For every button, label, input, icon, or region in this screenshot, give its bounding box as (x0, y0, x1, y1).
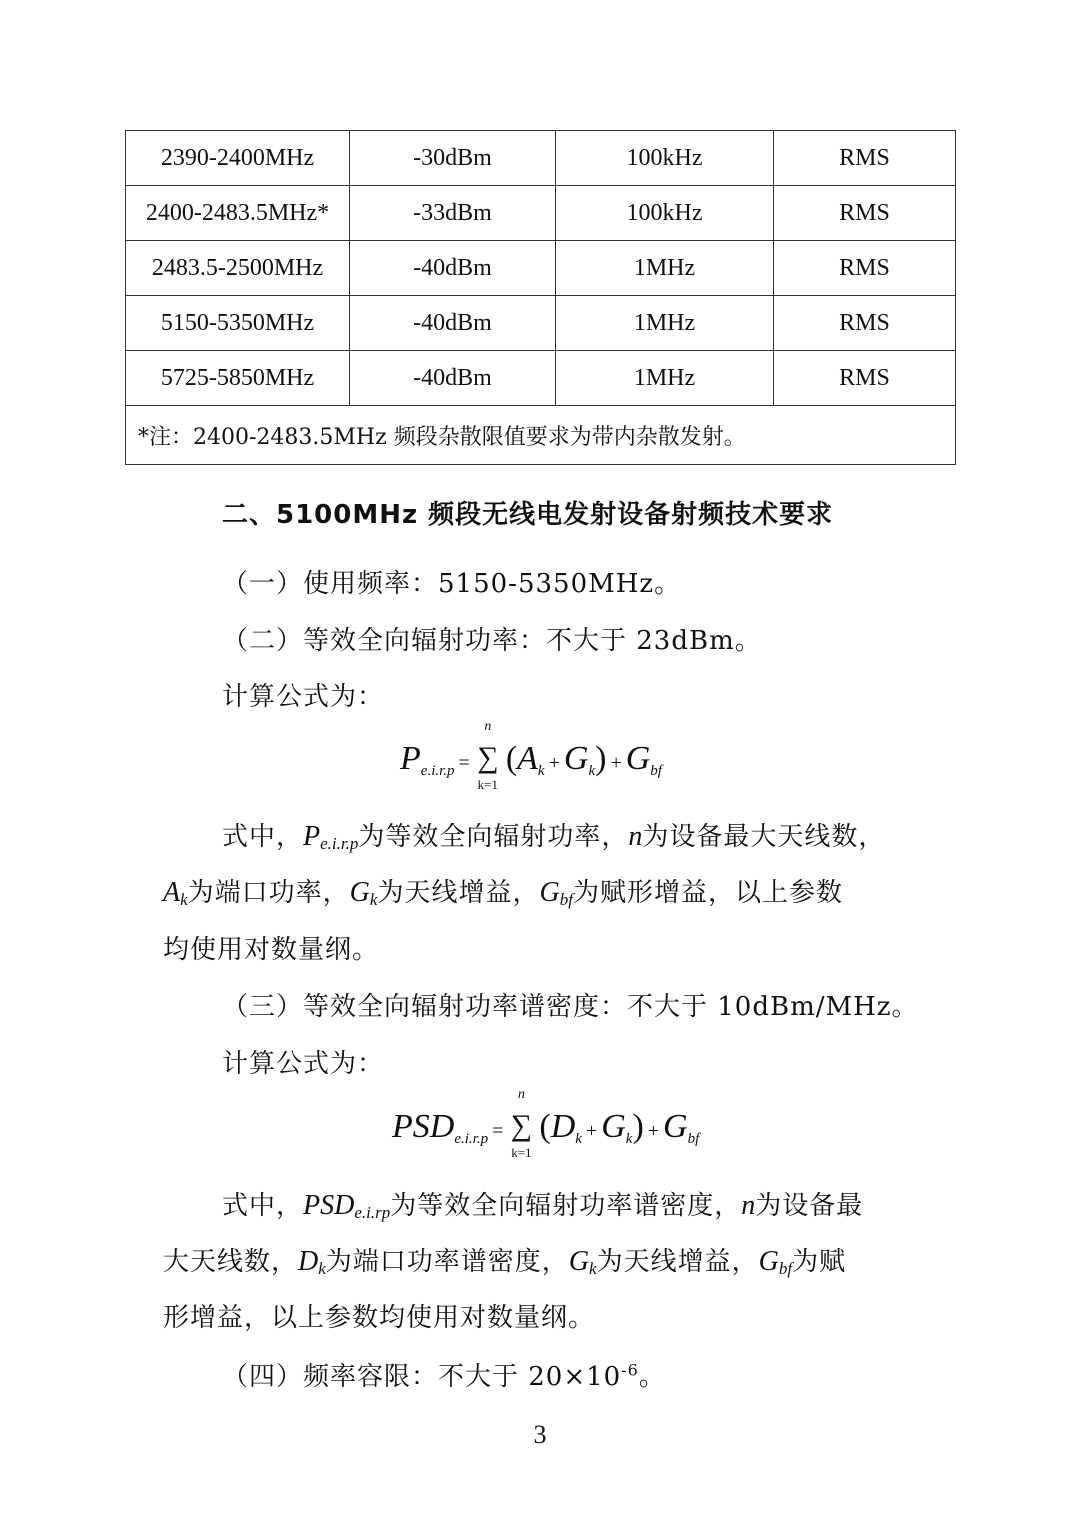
equals-sign: = (492, 1120, 504, 1142)
detector-cell: RMS (774, 241, 956, 296)
formula-symbol: G (601, 1108, 626, 1145)
desc-text: 为端口功率， (187, 878, 350, 908)
tolerance-text: （四）频率容限：不大于 20×10 (222, 1362, 622, 1392)
desc-text: 为设备最大天线数， (642, 822, 886, 852)
sum-upper: n (484, 719, 492, 734)
tolerance-end: 。 (638, 1362, 666, 1392)
item-frequency: （一）使用频率：5150-5350MHz。 (222, 569, 682, 599)
plus-sign: + (548, 752, 560, 774)
bandwidth-cell: 100kHz (556, 131, 774, 186)
frequency-range-cell: 5725-5850MHz (126, 351, 350, 406)
sum-lower: k=1 (477, 777, 498, 792)
table-row (126, 296, 956, 351)
formula-symbol: PSD (392, 1108, 455, 1145)
formula-subscript: bf (687, 1131, 700, 1147)
sigma-glyph: ∑ (477, 741, 499, 774)
variable (303, 1190, 390, 1221)
variable-subscript: e.i.r.p (320, 834, 359, 853)
eirp-formula (400, 719, 662, 792)
table-note: *注：2400-2483.5MHz 频段杂散限值要求为带内杂散发射。 (126, 406, 956, 465)
variable-subscript: k (589, 1259, 597, 1278)
frequency-range-cell: 2400-2483.5MHz* (126, 186, 350, 241)
formula-subscript: k (588, 763, 596, 779)
formula-subscript: k (537, 763, 545, 779)
paren-close: ) (595, 740, 607, 777)
table-note-row (126, 406, 956, 465)
item-psd: （三）等效全向辐射功率谱密度：不大于 10dBm/MHz。 (222, 992, 919, 1022)
desc-text: 为天线增益， (596, 1247, 759, 1277)
formula-subscript: k (575, 1131, 582, 1147)
plus-sign: + (585, 1120, 598, 1142)
eirp-description-line-1 (222, 816, 885, 854)
variable-subscript: k (369, 890, 378, 909)
variable-subscript: bf (559, 890, 573, 909)
bandwidth-cell: 1MHz (556, 351, 774, 406)
bandwidth-cell: 1MHz (556, 296, 774, 351)
desc-text: 为赋 (792, 1247, 847, 1277)
desc-text: 为端口功率谱密度， (325, 1247, 569, 1277)
limit-cell: -40dBm (350, 351, 556, 406)
sigma-glyph: ∑ (510, 1109, 533, 1142)
desc-text: 为设备最 (755, 1191, 864, 1221)
frequency-range-cell: 2390-2400MHz (126, 131, 350, 186)
variable-name: G (568, 1246, 590, 1277)
page-number: 3 (533, 1420, 547, 1449)
variable (298, 1246, 326, 1277)
limit-cell: -33dBm (350, 186, 556, 241)
variable: n (628, 821, 643, 852)
formula-subscript: bf (650, 763, 662, 779)
eirp-description-line-3: 均使用对数量纲。 (163, 935, 380, 965)
formula-symbol: A (517, 740, 538, 777)
frequency-range-cell: 5150-5350MHz (126, 296, 350, 351)
plus-sign: + (647, 1120, 660, 1142)
paren-open: ( (539, 1108, 551, 1145)
variable-subscript: bf (778, 1259, 793, 1278)
formula-symbol: D (550, 1108, 576, 1145)
table-row (126, 351, 956, 406)
desc-text: 为赋形增益，以上参数 (572, 878, 843, 908)
detector-cell: RMS (774, 351, 956, 406)
frequency-range-cell: 2483.5-2500MHz (126, 241, 350, 296)
variable-subscript: k (318, 1259, 326, 1278)
limit-cell: -30dBm (350, 131, 556, 186)
desc-text: 为等效全向辐射功率谱密度， (390, 1191, 742, 1221)
variable-name: A (163, 877, 181, 908)
formula-subscript: e.i.r.p (420, 763, 455, 779)
bandwidth-cell: 1MHz (556, 241, 774, 296)
variable-subscript: e.i.rp (354, 1203, 391, 1222)
variable-name: PSD (303, 1190, 355, 1221)
sum-lower: k=1 (511, 1145, 532, 1160)
plus-sign: + (610, 752, 622, 774)
psd-description-line-1 (222, 1185, 863, 1223)
variable: n (741, 1190, 756, 1221)
variable-name: G (349, 877, 370, 908)
variable-subscript: k (180, 890, 188, 909)
calc-label-1: 计算公式为： (222, 682, 385, 712)
limit-cell: -40dBm (350, 241, 556, 296)
paren-open: ( (505, 740, 518, 777)
eirp-description-line-2 (163, 872, 843, 910)
paren-close: ) (632, 1108, 644, 1145)
summation-sign (474, 719, 502, 792)
variable-name: P (303, 821, 321, 852)
formula-subscript: e.i.r.p (454, 1131, 489, 1147)
detector-cell: RMS (774, 131, 956, 186)
desc-text: 为等效全向辐射功率， (358, 822, 629, 852)
desc-text: 式中， (222, 822, 304, 852)
formula-symbol: G (663, 1108, 688, 1145)
spurious-limits-table (125, 130, 956, 465)
variable (569, 1246, 597, 1277)
detector-cell: RMS (774, 296, 956, 351)
item-frequency-tolerance (222, 1356, 666, 1393)
formula-symbol: P (400, 740, 421, 777)
desc-text: 为天线增益， (377, 878, 540, 908)
summation-sign (507, 1087, 535, 1160)
table-body (126, 131, 956, 465)
variable (163, 877, 188, 908)
tolerance-exponent: -6 (621, 1360, 639, 1380)
formula-symbol: G (625, 740, 651, 777)
psd-formula (392, 1087, 700, 1160)
table-row (126, 131, 956, 186)
variable (759, 1246, 792, 1277)
formula-symbol: G (563, 740, 589, 777)
desc-text: 大天线数， (163, 1247, 299, 1277)
limit-cell: -40dBm (350, 296, 556, 351)
variable (303, 821, 358, 852)
table-row (126, 241, 956, 296)
section-heading: 二、5100MHz 频段无线电发射设备射频技术要求 (222, 500, 834, 530)
variable-name: G (539, 877, 560, 908)
formula-subscript: k (625, 1131, 633, 1147)
table-row (126, 186, 956, 241)
desc-text: 式中， (222, 1191, 304, 1221)
equals-sign: = (458, 752, 470, 774)
variable (350, 877, 378, 908)
calc-label-2: 计算公式为： (222, 1049, 385, 1079)
sum-upper: n (517, 1087, 525, 1102)
bandwidth-cell: 100kHz (556, 186, 774, 241)
variable (539, 877, 572, 908)
variable-name: D (298, 1246, 319, 1277)
item-eirp: （二）等效全向辐射功率：不大于 23dBm。 (222, 626, 762, 656)
detector-cell: RMS (774, 186, 956, 241)
psd-description-line-3: 形增益，以上参数均使用对数量纲。 (163, 1303, 596, 1333)
psd-description-line-2 (163, 1241, 846, 1279)
variable-name: G (758, 1246, 779, 1277)
